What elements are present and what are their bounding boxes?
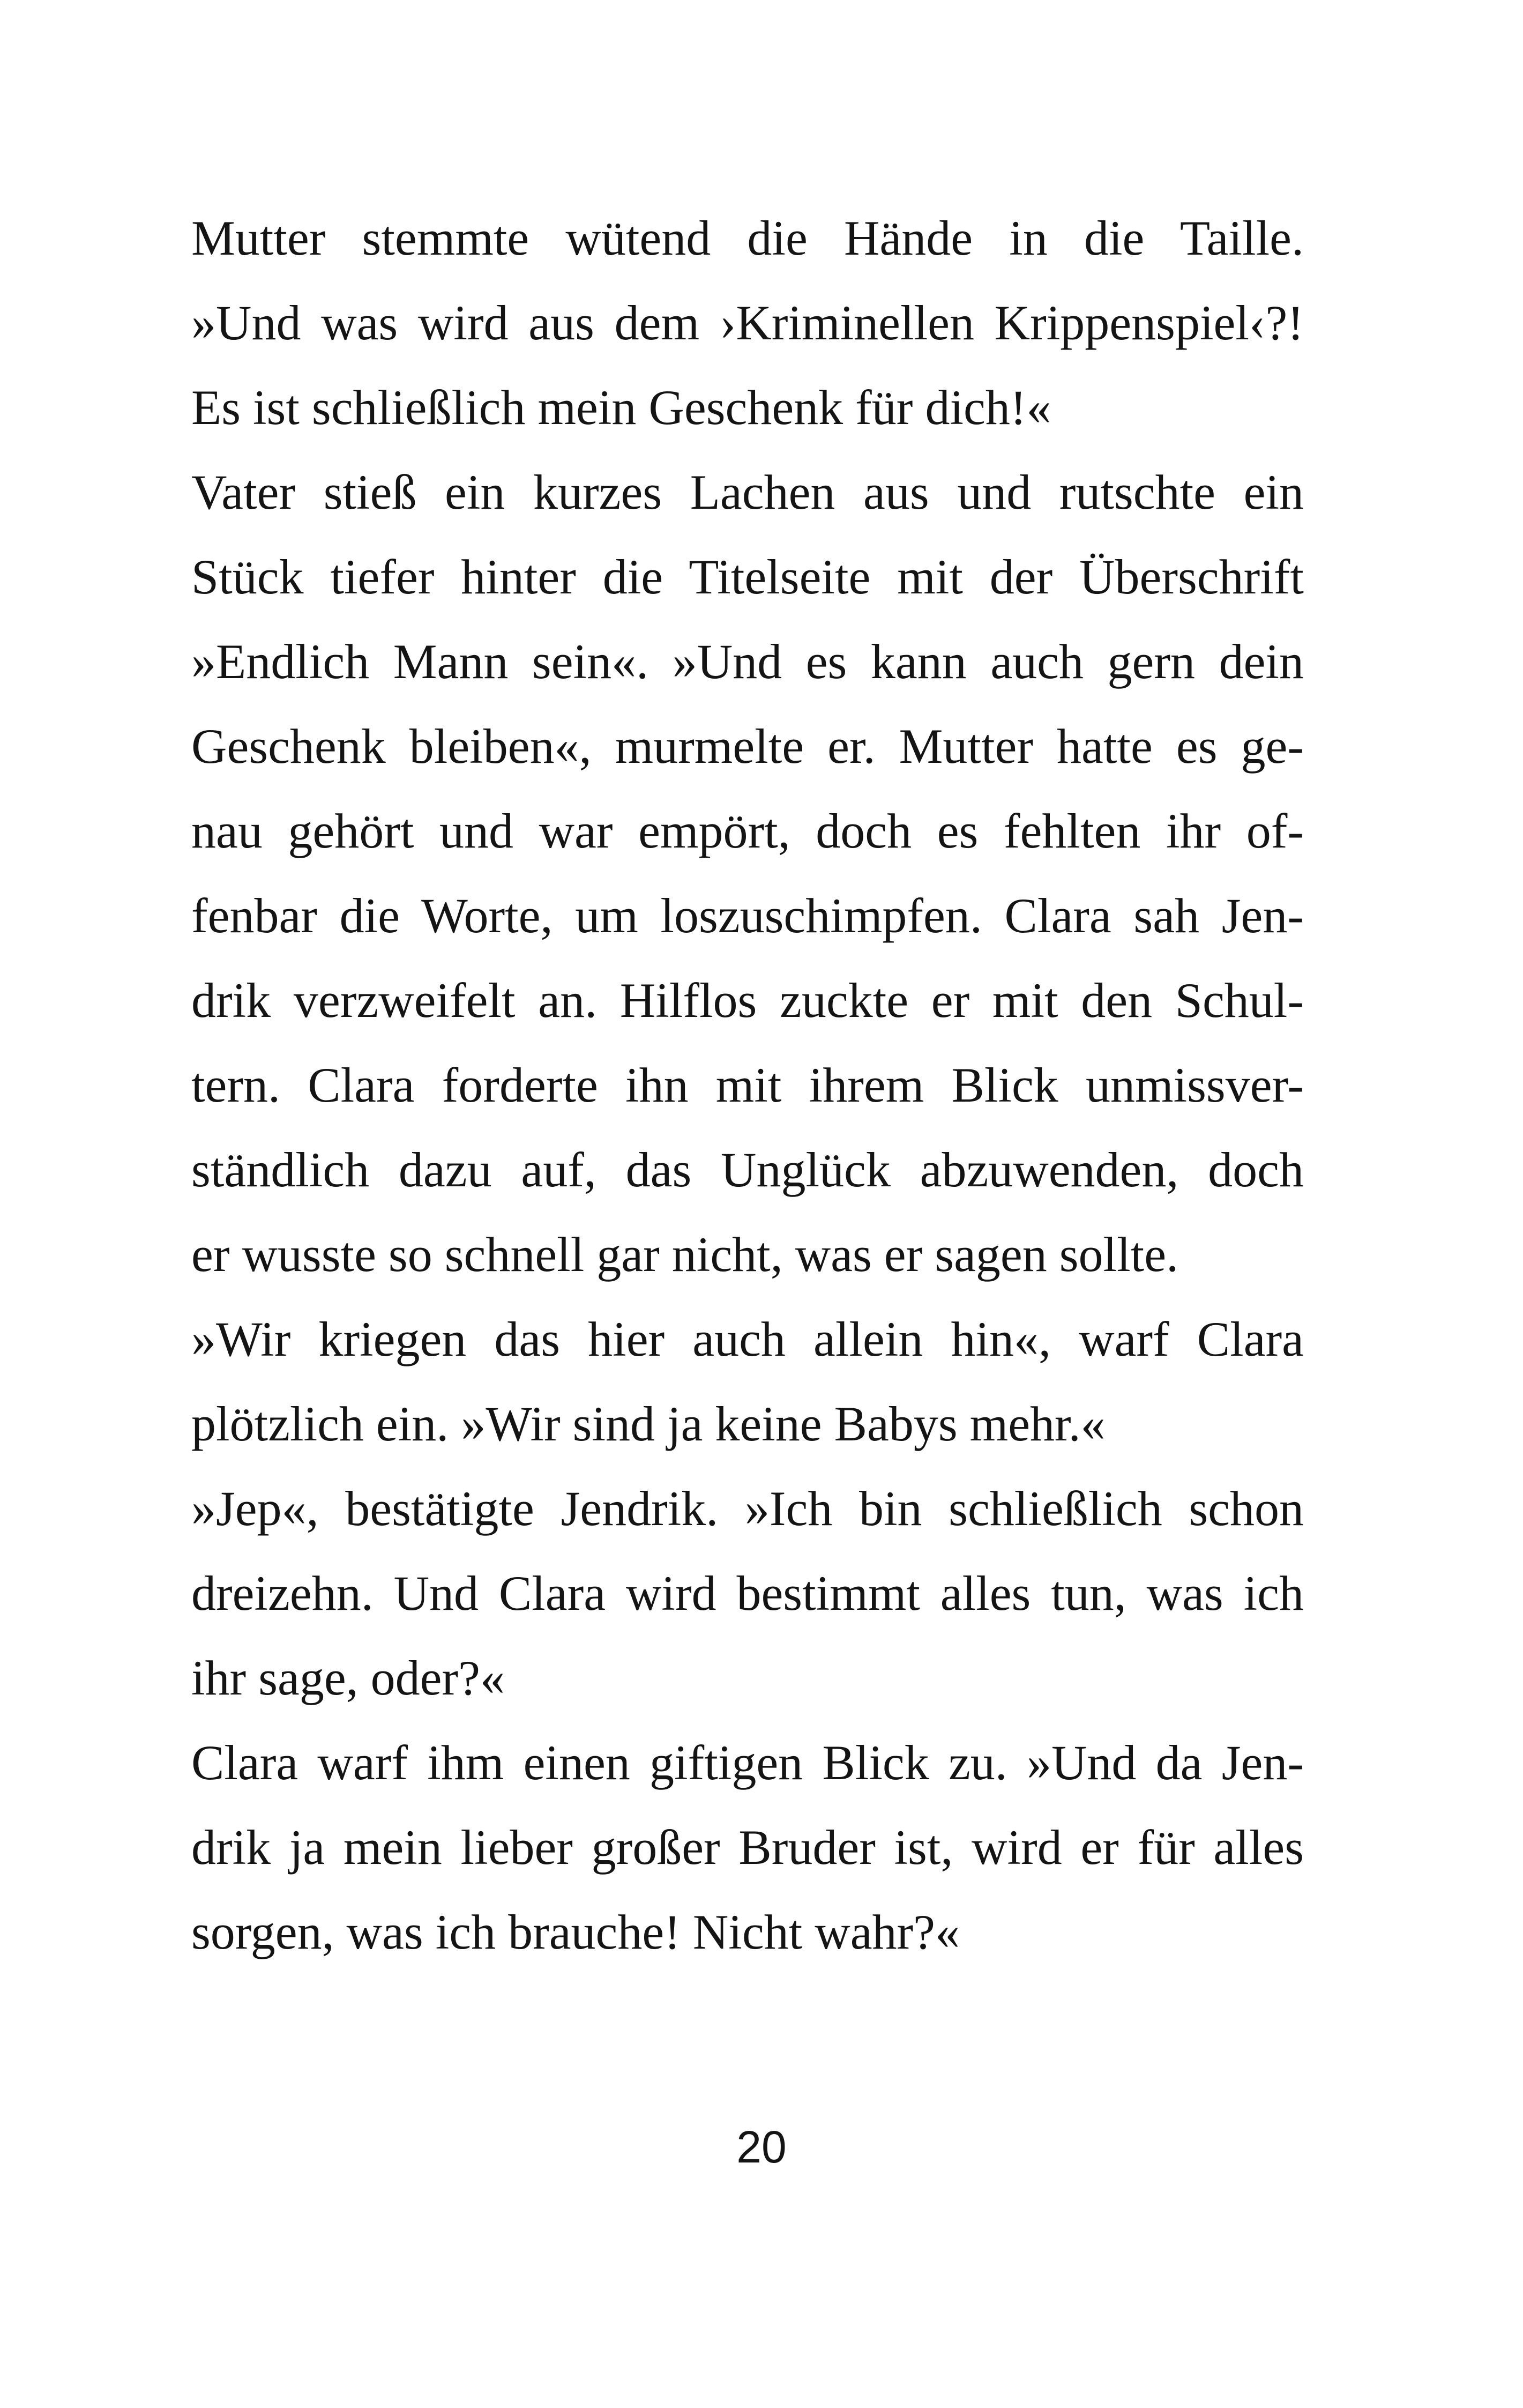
text-line: drik verzweifelt an. Hilflos zuckte er mit den Schul- <box>191 973 1304 1028</box>
text-line: er wusste so schnell gar nicht, was er sagen sollte. <box>191 1227 1179 1282</box>
text-line: drik ja mein lieber großer Bruder ist, wird er für alles <box>191 1820 1304 1875</box>
text-line: ihr sage, oder?« <box>191 1651 505 1705</box>
text-line: »Wir kriegen das hier auch allein hin«, warf Clara <box>191 1312 1304 1366</box>
text-line: sorgen, was ich brauche! Nicht wahr?« <box>191 1905 960 1959</box>
text-line: Mutter stemmte wütend die Hände in die Taille. <box>191 211 1304 265</box>
body-text <box>191 196 1304 1974</box>
text-line: Es ist schließlich mein Geschenk für dich!« <box>191 380 1051 435</box>
text-line: ständlich dazu auf, das Unglück abzuwenden, doch <box>191 1142 1304 1197</box>
text-line: fenbar die Worte, um loszuschimpfen. Clara sah Jen- <box>191 888 1304 943</box>
text-line: Vater stieß ein kurzes Lachen aus und rutschte ein <box>191 465 1304 519</box>
page-number: 20 <box>736 2122 787 2172</box>
text-line: Geschenk bleiben«, murmelte er. Mutter hatte es ge- <box>191 719 1304 774</box>
text-line: »Und was wird aus dem ›Kriminellen Krippenspiel‹?! <box>191 295 1304 350</box>
text-line: Clara warf ihm einen giftigen Blick zu. »Und da Jen- <box>191 1735 1304 1790</box>
text-line: plötzlich ein. »Wir sind ja keine Babys mehr.« <box>191 1396 1106 1451</box>
text-line: Stück tiefer hinter die Titelseite mit der Überschrift <box>191 549 1304 604</box>
text-line: nau gehört und war empört, doch es fehlten ihr of- <box>191 804 1304 858</box>
text-line: »Endlich Mann sein«. »Und es kann auch gern dein <box>191 634 1304 689</box>
text-line: »Jep«, bestätigte Jendrik. »Ich bin schließlich schon <box>191 1481 1304 1536</box>
text-line: dreizehn. Und Clara wird bestimmt alles tun, was ich <box>191 1566 1304 1621</box>
text-line: tern. Clara forderte ihn mit ihrem Blick unmissver- <box>191 1058 1304 1112</box>
